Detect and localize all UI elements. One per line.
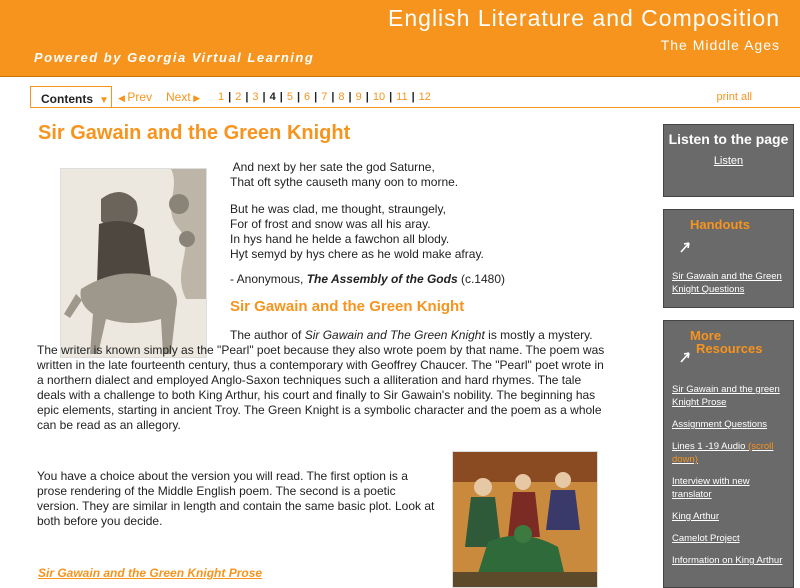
cursor-arrow-icon — [678, 240, 692, 254]
prev-link[interactable] — [118, 90, 152, 104]
page-separator: | — [314, 91, 318, 103]
listen-panel — [663, 124, 794, 197]
page-separator: | — [331, 91, 335, 103]
section-heading: Sir Gawain and the Green Knight — [230, 298, 465, 315]
page-link-4[interactable]: 4 — [269, 91, 276, 103]
page-link-10[interactable]: 10 — [372, 91, 386, 103]
page-separator: | — [228, 91, 232, 103]
king-arthur-link[interactable]: King Arthur — [672, 511, 719, 522]
handouts-links — [672, 270, 788, 305]
poem-line: For of frost and snow was all his aray. — [230, 217, 431, 231]
page-title: Sir Gawain and the Green Knight — [38, 122, 351, 144]
page-separator: | — [296, 91, 301, 103]
page-link-2[interactable]: 2 — [235, 91, 242, 103]
poem-line: That oft sythe causeth many oon to morne. — [230, 175, 459, 189]
citation-prefix: - Anonymous, — [230, 272, 307, 286]
unit-subtitle: The Middle Ages — [660, 37, 780, 53]
print-all-link[interactable]: print all — [716, 91, 752, 103]
page-link-3[interactable]: 3 — [252, 91, 259, 103]
body-text-rest: is mostly a mystery. The writer is known simply as the "Pearl" poet because they also wrote poem by that name. The poem was written in the late fourteenth century, thus a contemporary with Geoffrey Chaucer. The "Pearl" poet wrote in a northern dialect and employed Anglo-Saxon techniques such a alliteration and hard rhymes. The tale deals with a challenge to both King Arthur, his court and finally to Sir Gawain's nobility. The beginning has epic elements, starting in ancient Troy. The Green Knight is a symbolic character and the poem as a whole can be read as an allegory. — [37, 328, 605, 432]
page-link-8[interactable]: 8 — [338, 91, 345, 103]
next-label: Next — [166, 90, 191, 104]
more-resources-panel — [663, 320, 794, 588]
page-separator: | — [389, 91, 393, 103]
intro-paragraph — [37, 328, 612, 433]
poem-stanza-2 — [230, 202, 484, 262]
page-link-1[interactable]: 1 — [218, 91, 225, 103]
course-title: English Literature and Composition — [388, 5, 780, 31]
camelot-project-link[interactable]: Camelot Project — [672, 533, 740, 544]
triangle-right-icon: ▶ — [190, 93, 201, 103]
page-separator: | — [365, 91, 369, 103]
powered-by-logo: Powered by Georgia Virtual Learning — [34, 50, 315, 65]
page-separator: | — [262, 91, 266, 103]
prose-version-link[interactable]: Sir Gawain and the Green Knight Prose — [38, 566, 263, 580]
handout-questions-link[interactable]: Sir Gawain and the Green Knight Questions — [672, 271, 782, 295]
more-header-line-1: More — [690, 328, 722, 343]
more-resources-links — [672, 383, 788, 576]
poem-line: Hyt semyd by hys chere as he wold make afray. — [230, 247, 484, 261]
choice-paragraph: You have a choice about the version you will read. The first option is a prose rendering of the Middle English poem. The second is a poetic version. They are similar in length and contain the same basic plot. Look at both before you decide. — [37, 469, 435, 528]
cursor-arrow-icon — [678, 350, 692, 364]
poem-line: But he was clad, me thought, straungely, — [230, 202, 446, 216]
page-link-9[interactable]: 9 — [355, 91, 362, 103]
site-header — [0, 0, 800, 77]
page-link-12[interactable]: 12 — [418, 91, 431, 103]
more-header-line-2: Resources — [696, 341, 763, 356]
poem-line: And next by her sate the god Saturne, — [230, 160, 435, 174]
next-link[interactable] — [166, 90, 200, 104]
audio-link-label: Lines 1 -19 Audio — [672, 441, 746, 452]
page-separator: | — [348, 91, 352, 103]
contents-dropdown[interactable] — [30, 86, 112, 107]
page-separator: | — [411, 91, 415, 103]
page-link-7[interactable]: 7 — [321, 91, 328, 103]
poem-citation — [230, 272, 505, 287]
page-separator: | — [245, 91, 249, 103]
page-link-6[interactable]: 6 — [304, 91, 311, 103]
assignment-questions-link[interactable]: Assignment Questions — [672, 419, 768, 430]
audio-link[interactable] — [672, 440, 788, 466]
more-resources-header — [690, 329, 762, 355]
listen-header: Listen to the page — [668, 131, 789, 147]
page-list — [214, 91, 435, 103]
poem-stanza-1 — [230, 160, 458, 190]
prev-label: Prev — [127, 90, 153, 104]
green-knight-illustration — [452, 451, 598, 588]
citation-suffix: (c.1480) — [457, 272, 505, 286]
handouts-panel — [663, 209, 794, 308]
body-text-start: The author of — [230, 328, 305, 342]
citation-title: The Assembly of the Gods — [306, 272, 458, 286]
lesson-nav — [30, 86, 800, 108]
chevron-down-icon: ▼ — [99, 95, 109, 106]
page-link-11[interactable]: 11 — [396, 91, 408, 103]
triangle-left-icon: ◀ — [118, 93, 128, 103]
audio-note: (scroll down) — [672, 441, 774, 465]
handouts-header: Handouts — [690, 217, 750, 232]
page-separator: | — [279, 91, 283, 103]
poem-line: In hys hand he helde a fawchon all blody. — [230, 232, 450, 246]
listen-link[interactable]: Listen — [713, 155, 744, 167]
contents-label: Contents — [41, 92, 93, 106]
page-link-5[interactable]: 5 — [286, 91, 293, 103]
prose-resource-link[interactable]: Sir Gawain and the green Knight Prose — [672, 384, 780, 408]
body-text-italic: Sir Gawain and The Green Knight — [304, 328, 485, 342]
king-arthur-info-link[interactable]: Information on King Arthur — [672, 555, 783, 566]
interview-link[interactable]: Interview with new translator — [672, 476, 750, 500]
